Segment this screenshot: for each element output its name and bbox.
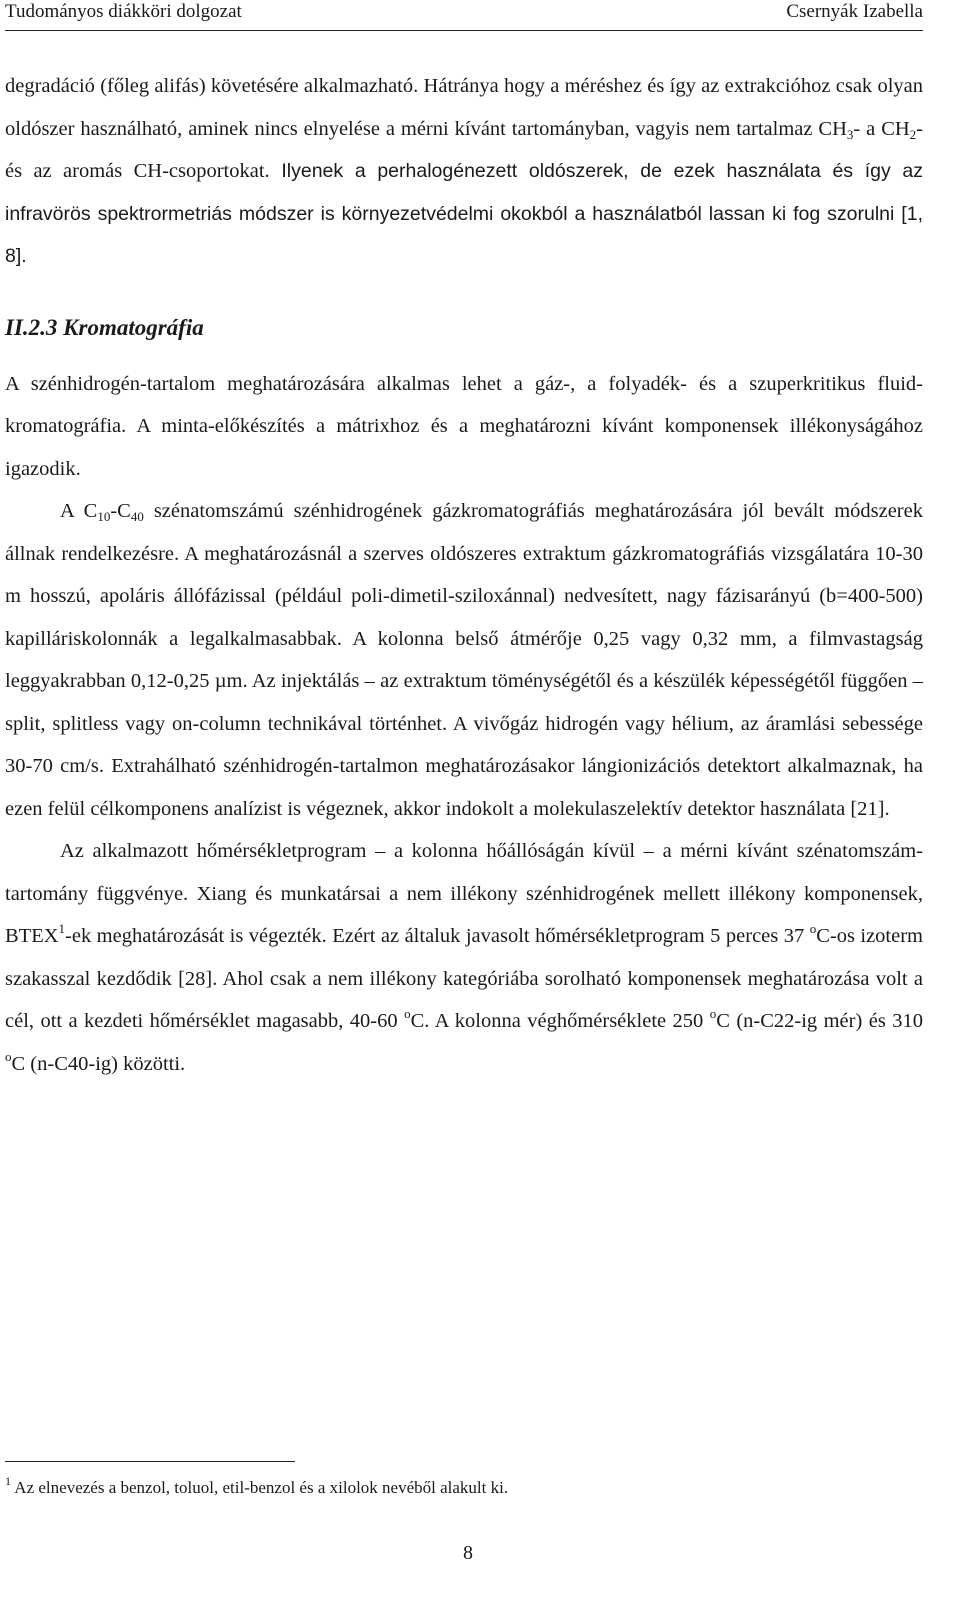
paragraph-temperature-program [5, 830, 923, 1085]
page-body [5, 65, 923, 1085]
text-run: Az alkalmazott hőmérsékletprogram – a kolonna hőállóságán kívül – a mérni kívánt szénatomszám-tartomány függvénye. Xiang és munkatársai a nem illékony szénhidrogének mellett illékony komponensek, BTEX [5, 840, 923, 947]
text-run: C (n-C40-ig) közötti. [11, 1052, 186, 1075]
page-header [5, 0, 923, 31]
header-document-type: Tudományos diákköri dolgozat [5, 1, 242, 22]
text-run: A C [60, 500, 98, 522]
subscript: 2 [909, 126, 917, 142]
footnote [5, 1468, 508, 1508]
text-run: - és az aromás CH-csoportokat. [5, 117, 923, 182]
subscript: 3 [846, 126, 854, 142]
paragraph-chromatography-intro: A szénhidrogén-tartalom meghatározására alkalmas lehet a gáz-, a folyadék- és a szuperkritikus fluid-kromatográfia. A minta-előkészítés a mátrixhoz és a meghatározni kívánt komponensek illékonyságához igazodik. [5, 372, 923, 480]
degree-superscript: o [404, 1006, 411, 1021]
header-author: Csernyák Izabella [786, 1, 923, 22]
text-run: degradáció (főleg alifás) követésére alkalmazható. Hátránya hogy a méréshez és így az extrakcióhoz csak olyan oldószer használható, aminek nincs elnyelése a mérni kívánt tartományban, vagyis nem tartalmaz CH [5, 75, 923, 140]
footnote-text: Az elnevezés a benzol, toluol, etil-benzol és a xilolok nevéből alakult ki. [11, 1478, 509, 1497]
text-run: C. A kolonna véghőmérséklete 250 [410, 1010, 710, 1032]
footnote-marker: 1 [5, 1474, 11, 1488]
paragraph-gc-method [5, 490, 923, 830]
text-run: Ilyenek a perhalogénezett oldószerek, de ezek használata és így az infravörös spektrormetriás módszer is környezetvédelmi okokból a használatból lassan ki fog szorulni [1, 8]. [5, 160, 924, 267]
degree-superscript: o [5, 1048, 12, 1064]
text-run: - a CH [853, 117, 910, 140]
footnote-separator [5, 1461, 295, 1462]
degree-superscript: o [809, 921, 817, 936]
section-heading: II.2.3 Kromatográfia [5, 314, 204, 340]
text-run: -ek meghatározását is végezték. Ezért az általuk javasolt hőmérsékletprogram 5 perces 37 [65, 925, 810, 947]
footnote-reference: 1 [58, 921, 66, 936]
text-run: C (n-C22-ig mér) és 310 [716, 1010, 923, 1032]
subscript: 40 [130, 509, 144, 524]
paragraph-ir-method [5, 65, 923, 278]
text-run: -C [110, 500, 131, 522]
degree-superscript: o [709, 1006, 717, 1021]
subscript: 10 [97, 509, 111, 524]
page-number: 8 [463, 1542, 473, 1564]
text-run: szénatomszámú szénhidrogének gázkromatográfiás meghatározására jól bevált módszerek állnak rendelkezésre. A meghatározásnál a szerves oldószeres extraktum gázkromatográfiás vizsgálatára 10-30 m hosszú, apoláris állófázissal (például poli-dimetil-sziloxánnal) nedvesített, nagy fázisarányú (b=400-500) kapilláriskolonnák a legalkalmasabbak. A kolonna belső átmérője 0,25 vagy 0,32 mm, a filmvastagság leggyakrabban 0,12-0,25 µm. Az injektálás – az extraktum töménységétől és a készülék képességétől függően – split, splitless vagy on-column technikával történhet. A vivőgáz hidrogén vagy hélium, az áramlási sebessége 30-70 cm/s. Extrahálható szénhidrogén-tartalmon meghatározásakor lángionizációs detektort alkalmaznak, ha ezen felül célkomponens analízist is végeznek, akkor indokolt a molekulaszelektív detektor használata [21]. [5, 500, 923, 820]
text-run: C-os izoterm szakasszal kezdődik [28]. Ahol csak a nem illékony kategóriába sorolható komponensek meghatározása volt a cél, ott a kezdeti hőmérséklet magasabb, 40-60 [5, 925, 923, 1032]
